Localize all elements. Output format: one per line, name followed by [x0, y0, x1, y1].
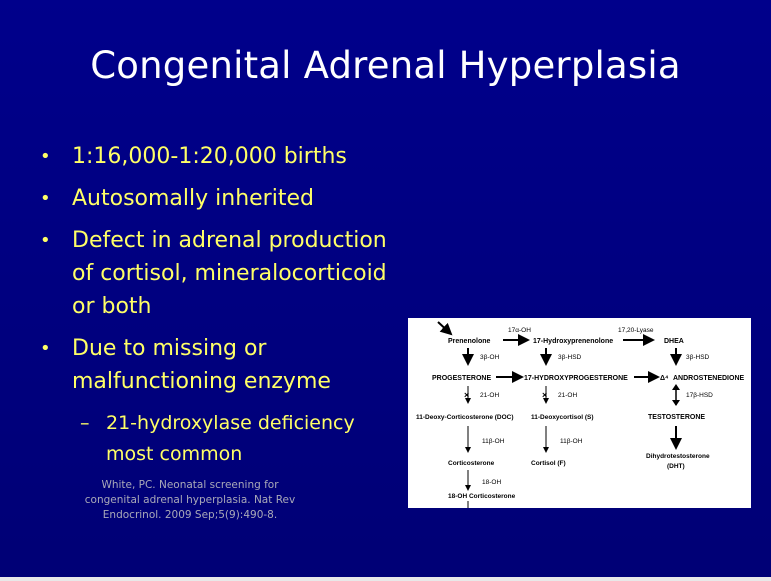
node-18-oh-corticosterone: 18-OH Corticosterone [448, 493, 516, 500]
bullet-dot-icon: • [40, 188, 51, 209]
enzyme-label: 17,20-Lyase [618, 327, 654, 334]
bullet-dot-icon: • [40, 338, 51, 359]
enzyme-label: 11β-OH [482, 438, 505, 445]
delta-symbol: Δ⁴ [660, 375, 669, 382]
node-pregnenolone: Prenenolone [448, 338, 491, 345]
node-17-hydroxypregnenolone: 17-Hydroxyprenenolone [533, 338, 614, 345]
node-17-hydroxyprogesterone: 17-HYDROXYPROGESTERONE [524, 375, 628, 382]
node-corticosterone: Corticosterone [448, 460, 495, 467]
sub-bullet: – 21-hydroxylase deficiency most common [80, 408, 406, 470]
enzyme-label: 17α-OH [508, 327, 531, 334]
blocked-x-icon: × [464, 390, 470, 400]
enzyme-label: 3β-OH [480, 354, 500, 361]
dash-icon: – [80, 412, 90, 434]
citation: White, PC. Neonatal screening for congenital adrenal hyperplasia. Nat Rev Endocrinol. 2009 Sep;5(9):490-8. [84, 479, 296, 521]
node-dht-abbrev: (DHT) [667, 463, 685, 470]
enzyme-label: 11β-OH [560, 438, 583, 445]
blocked-x-icon: × [542, 390, 548, 400]
enzyme-label: 3β-HSD [558, 354, 582, 361]
entry-arrow [438, 322, 451, 334]
bullet-item: • Due to missing or malfunctioning enzyme [40, 332, 400, 398]
node-testosterone: TESTOSTERONE [648, 414, 706, 421]
enzyme-label: 18-OH [482, 479, 502, 486]
enzyme-label: 21-OH [558, 392, 578, 399]
node-dhea: DHEA [664, 338, 684, 345]
bullet-item: • Autosomally inherited [40, 182, 400, 215]
node-doc: 11-Deoxy-Corticosterone (DOC) [416, 414, 514, 421]
bullet-item: • Defect in adrenal production of cortisol, mineralocorticoid or both [40, 224, 400, 323]
node-androstenedione: ANDROSTENEDIONE [673, 375, 745, 382]
node-cortisol: Cortisol (F) [531, 460, 566, 467]
slide-title: Congenital Adrenal Hyperplasia [90, 44, 681, 87]
bullet-dot-icon: • [40, 146, 51, 167]
enzyme-label: 17β-HSD [686, 392, 713, 399]
bottom-border [0, 577, 771, 581]
enzyme-label: 3β-HSD [686, 354, 710, 361]
node-progesterone: PROGESTERONE [432, 375, 492, 382]
enzyme-label: 21-OH [480, 392, 500, 399]
steroid-pathway-diagram [408, 318, 751, 508]
bullet-list [40, 140, 400, 407]
bullet-item: • 1:16,000-1:20,000 births [40, 140, 400, 173]
node-dht: Dihydrotestosterone [646, 453, 710, 460]
node-11-deoxycortisol: 11-Deoxycortisol (S) [531, 414, 594, 421]
bullet-dot-icon: • [40, 230, 51, 251]
